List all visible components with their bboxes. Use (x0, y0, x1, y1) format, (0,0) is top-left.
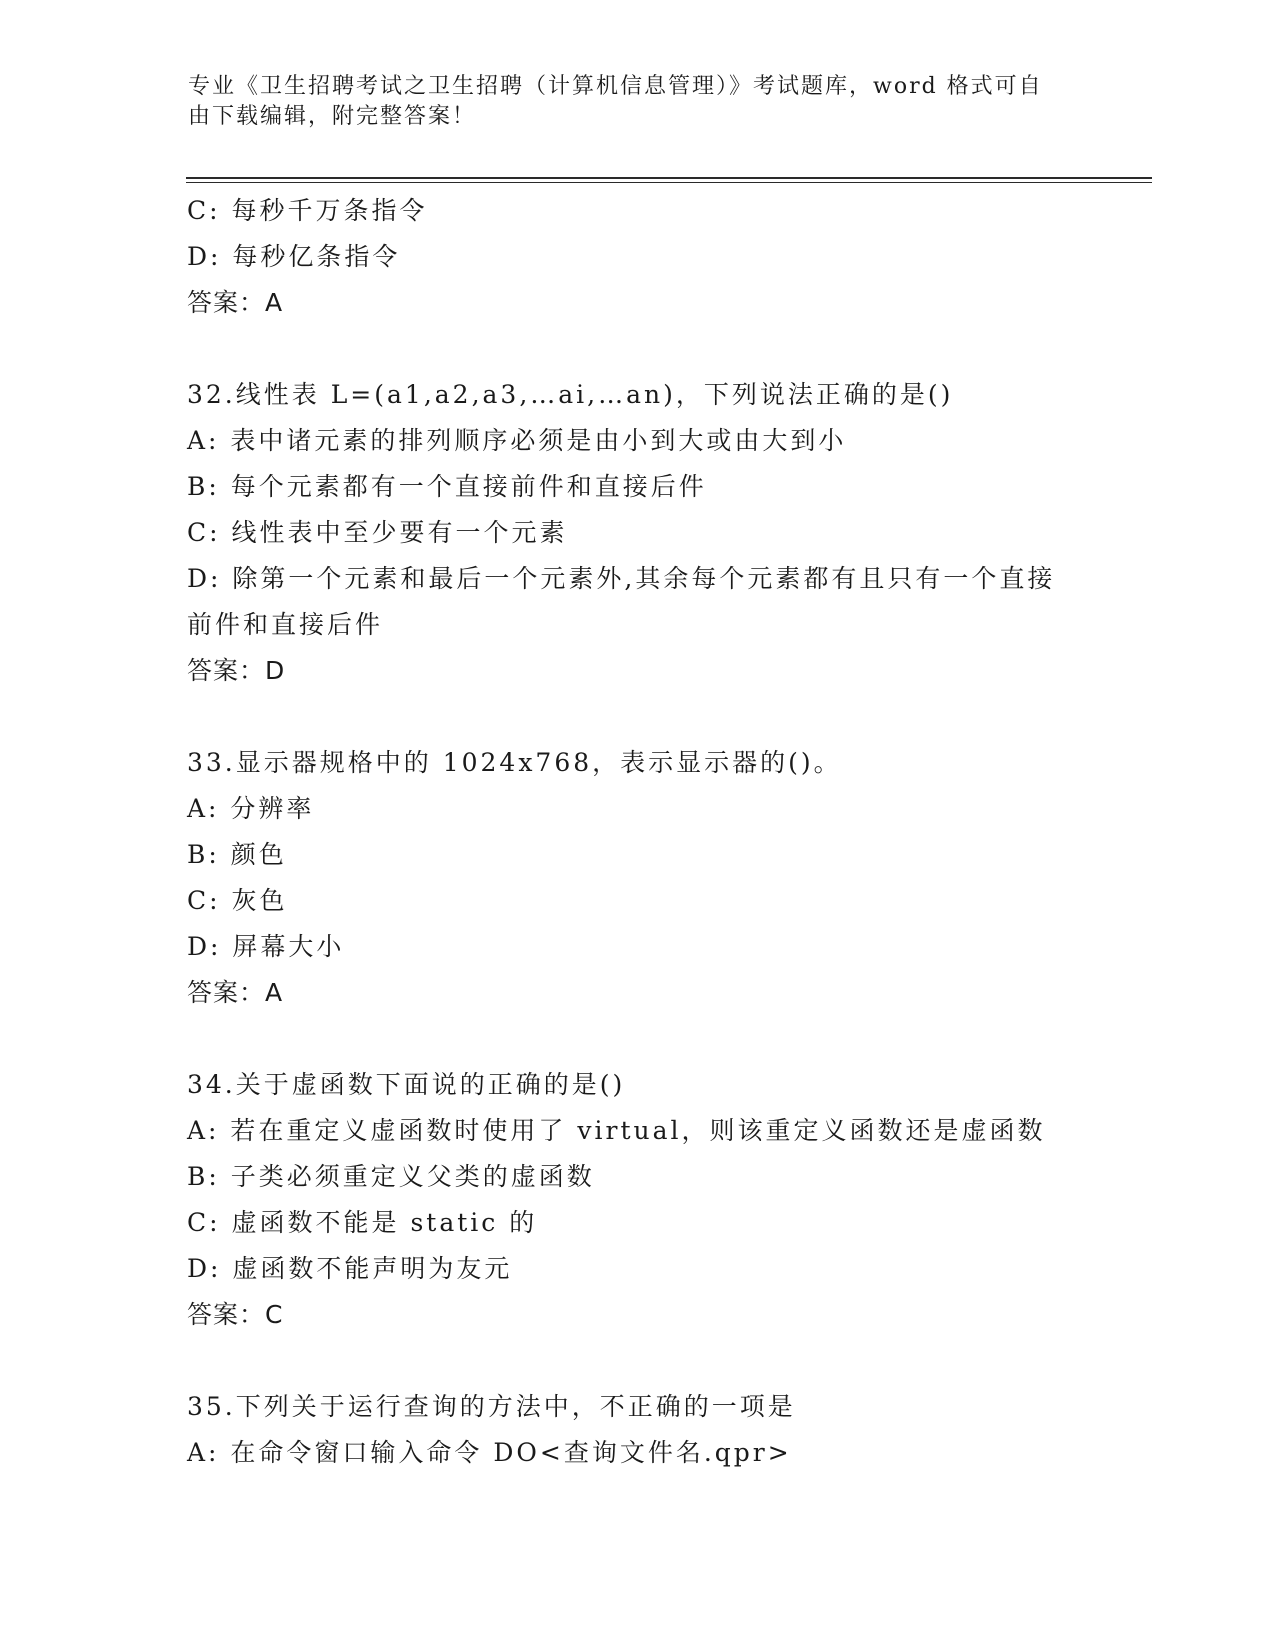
header-line-2: 由下载编辑，附完整答案！ (188, 104, 477, 129)
header-divider-thick (186, 177, 1152, 179)
option-d: D: 每秒亿条指令 (187, 242, 401, 271)
option-a: A: 表中诸元素的排列顺序必须是由小到大或由大到小 (187, 426, 847, 455)
answer-line: 答案：C (187, 1300, 284, 1329)
document-header (188, 72, 1068, 132)
question-list (187, 188, 1067, 1476)
spacer (187, 1016, 1067, 1062)
option-c: C: 线性表中至少要有一个元素 (187, 518, 568, 547)
option-d: D: 除第一个元素和最后一个元素外,其余每个元素都有且只有一个直接前件和直接后件 (187, 564, 1056, 639)
option-c: C: 灰色 (187, 886, 288, 915)
header-line-1: 专业《卫生招聘考试之卫生招聘（计算机信息管理）》考试题库，word 格式可自 (188, 74, 1043, 99)
answer-line: 答案：A (187, 288, 284, 317)
question-34 (187, 1062, 1067, 1338)
answer-line: 答案：D (187, 656, 286, 685)
option-b: B: 颜色 (187, 840, 287, 869)
option-c: C: 每秒千万条指令 (187, 196, 428, 225)
option-d: D: 虚函数不能声明为友元 (187, 1254, 513, 1283)
question-31-remainder (187, 188, 1067, 326)
answer-line: 答案：A (187, 978, 284, 1007)
question-32 (187, 372, 1067, 694)
question-33 (187, 740, 1067, 1016)
question-stem: 34.关于虚函数下面说的正确的是() (187, 1070, 626, 1099)
option-b: B: 子类必须重定义父类的虚函数 (187, 1162, 595, 1191)
question-stem: 33.显示器规格中的 1024x768，表示显示器的()。 (187, 748, 842, 777)
question-35 (187, 1384, 1067, 1476)
option-d: D: 屏幕大小 (187, 932, 345, 961)
option-a: A: 若在重定义虚函数时使用了 virtual，则该重定义函数还是虚函数 (187, 1116, 1046, 1145)
spacer (187, 1338, 1067, 1384)
option-c: C: 虚函数不能是 static 的 (187, 1208, 538, 1237)
spacer (187, 694, 1067, 740)
option-b: B: 每个元素都有一个直接前件和直接后件 (187, 472, 707, 501)
question-stem: 35.下列关于运行查询的方法中，不正确的一项是 (187, 1392, 796, 1421)
header-divider-thin (186, 182, 1152, 183)
option-a: A: 在命令窗口输入命令 DO<查询文件名.qpr> (187, 1438, 792, 1467)
spacer (187, 326, 1067, 372)
question-stem: 32.线性表 L=(a1,a2,a3,…ai,…an)，下列说法正确的是() (187, 380, 954, 409)
option-a: A: 分辨率 (187, 794, 315, 823)
